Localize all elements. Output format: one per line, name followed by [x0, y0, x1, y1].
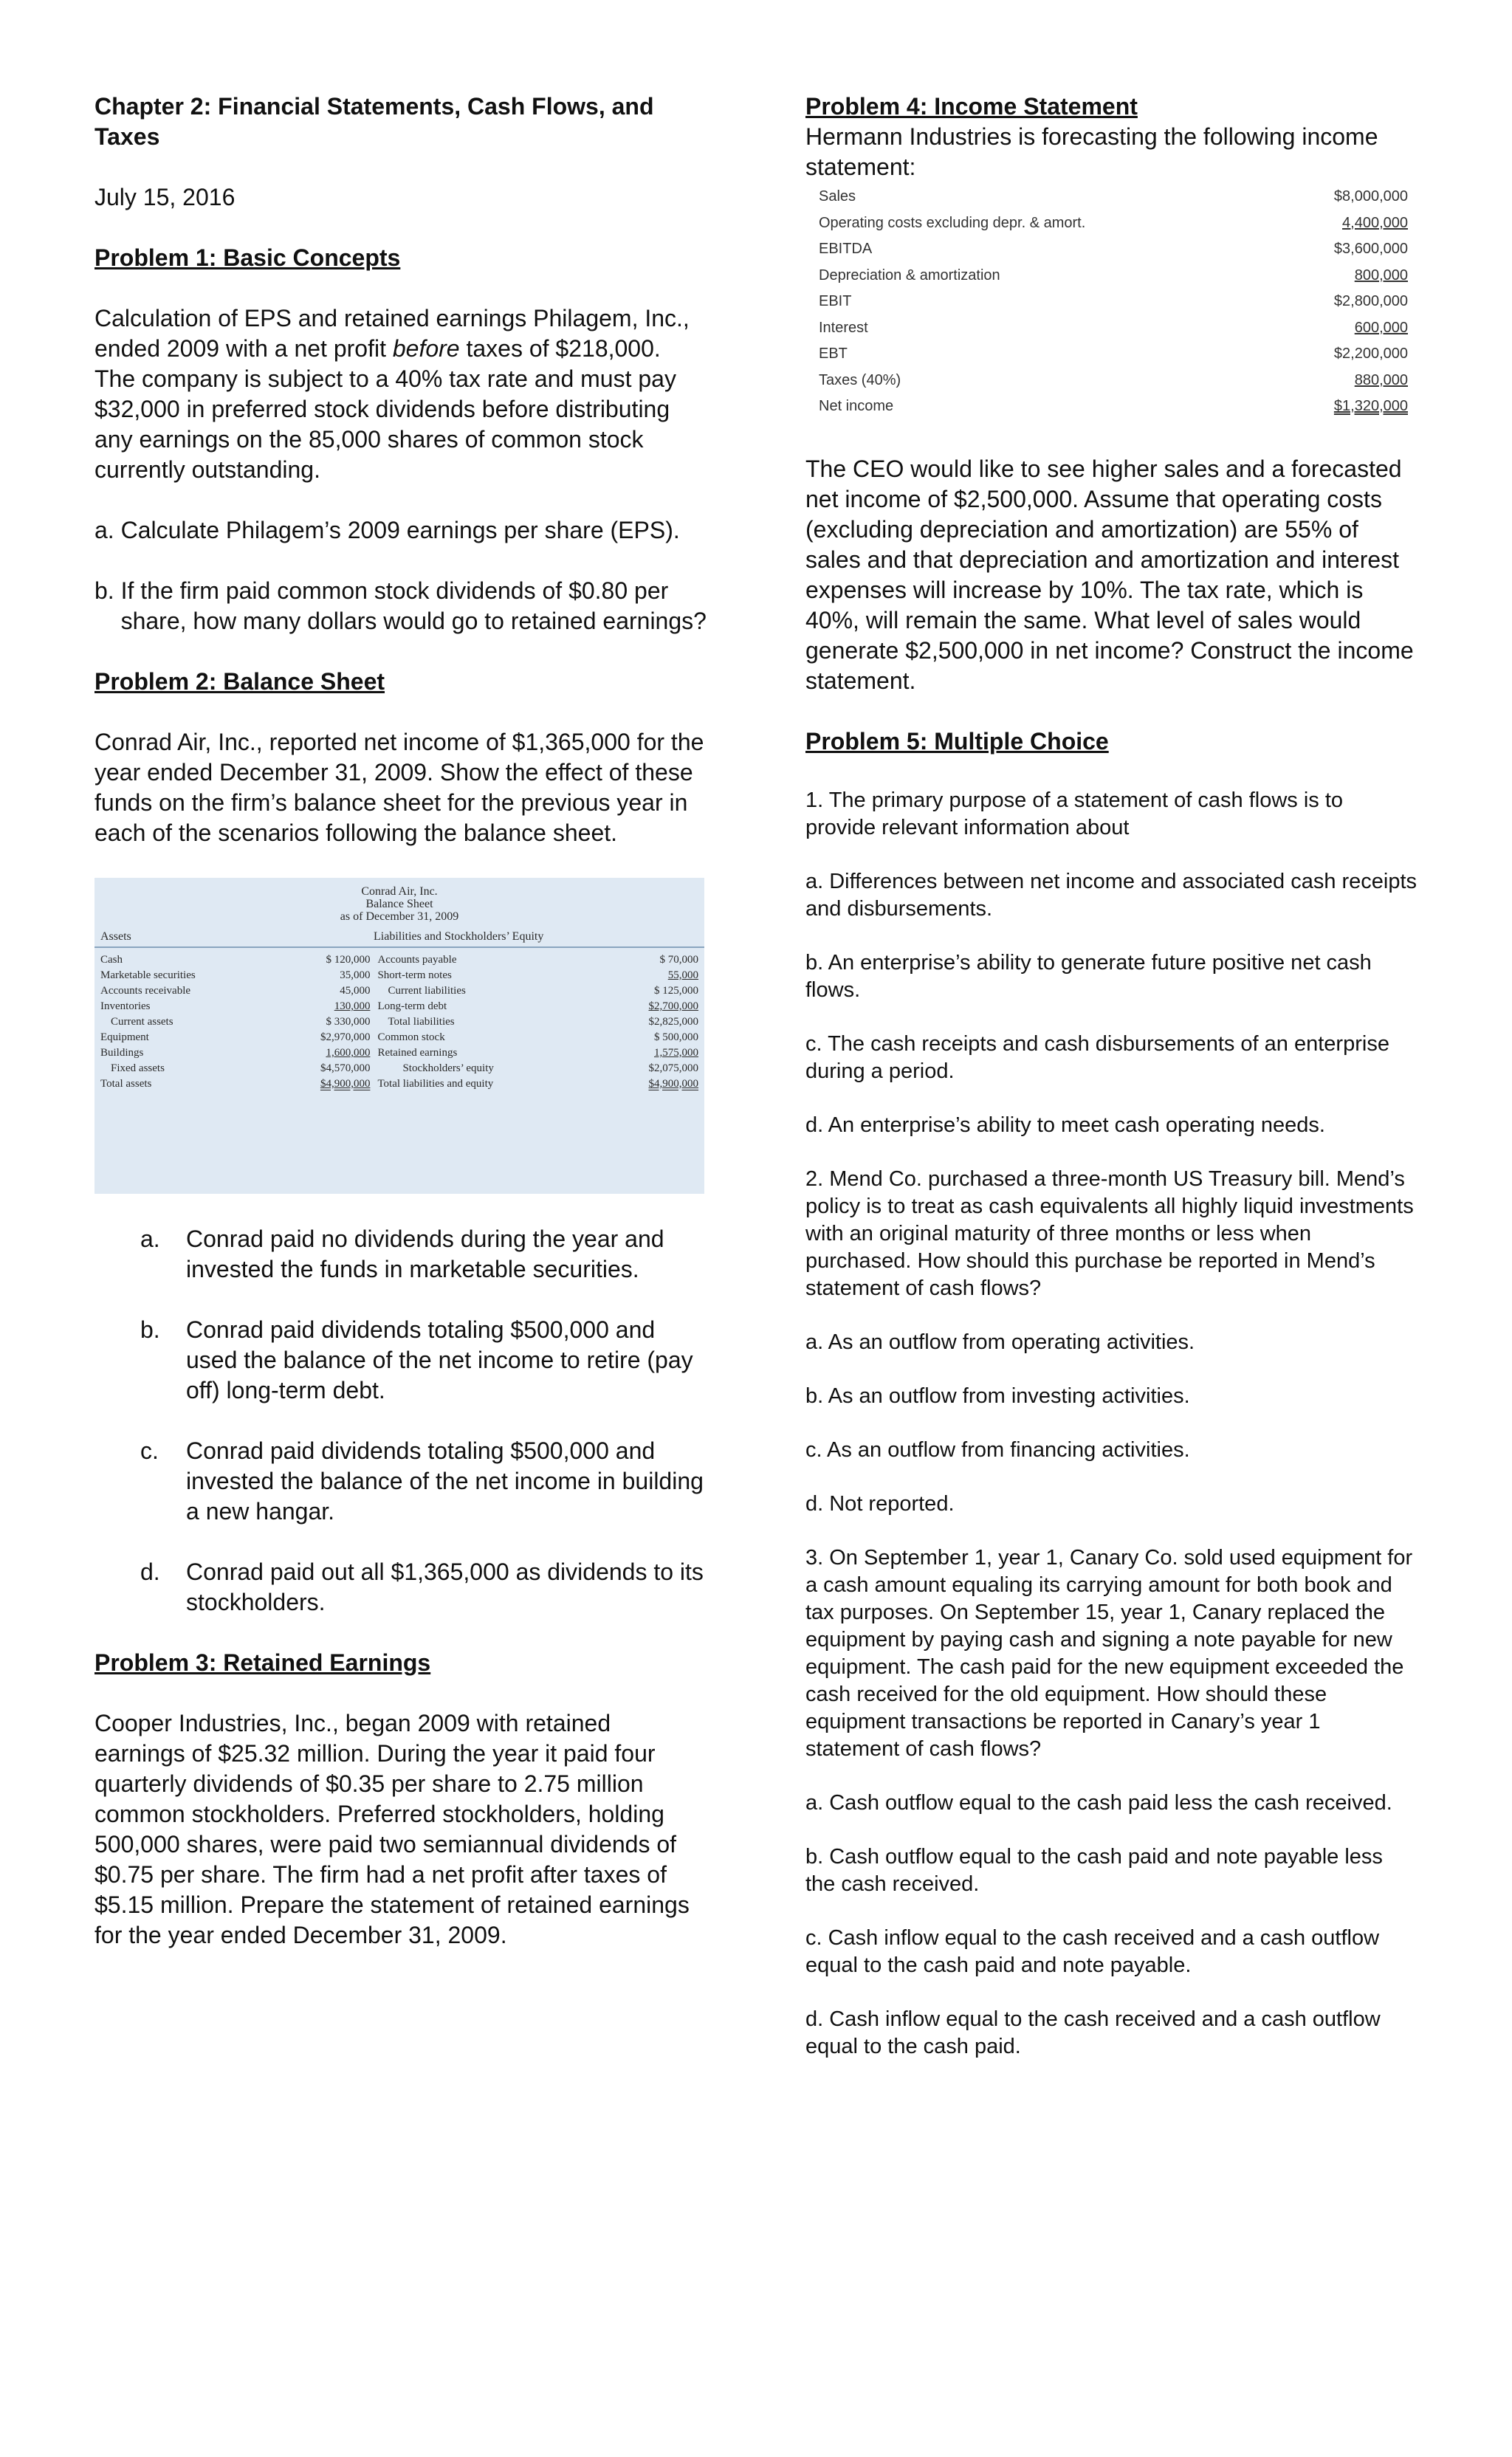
- balance-sheet-date: as of December 31, 2009: [340, 910, 459, 923]
- part-b-text: If the firm paid common stock dividends of $0.80 per share, how many dollars would go to retained earnings?: [120, 577, 707, 634]
- balance-sheet-row: [100, 999, 370, 1014]
- income-statement-label: EBITDA: [819, 241, 873, 257]
- scenario-item: [140, 1224, 707, 1285]
- balance-sheet-row: [377, 952, 698, 968]
- balance-sheet-figure: [94, 878, 704, 1194]
- problem-1-intro: [94, 303, 707, 485]
- answer-option: a. Cash outflow equal to the cash paid less the cash received.: [805, 1790, 1392, 1815]
- balance-sheet-divider: [94, 946, 704, 948]
- chapter-title: Chapter 2: Financial Statements, Cash Flows, and Taxes: [94, 93, 654, 150]
- answer-option: c. As an outflow from financing activities.: [805, 1437, 1190, 1462]
- answer-option: d. Not reported.: [805, 1491, 955, 1516]
- answer-option: a. As an outflow from operating activities.: [805, 1330, 1195, 1354]
- income-statement-row: [805, 315, 1418, 342]
- income-statement-value: $2,800,000: [1333, 293, 1408, 309]
- income-statement-value: 600,000: [1354, 319, 1408, 336]
- problem-2-heading: Problem 2: Balance Sheet: [94, 668, 385, 695]
- balance-sheet-row-value: 45,000: [340, 985, 371, 997]
- income-statement-value: 880,000: [1354, 371, 1408, 388]
- balance-sheet-row-value: $ 70,000: [659, 954, 698, 966]
- income-statement-value: $1,320,000: [1333, 398, 1408, 414]
- question-1: 1. The primary purpose of a statement of cash flows is to provide relevant information about: [805, 788, 1344, 839]
- balance-sheet-row-label: Current assets: [111, 1016, 173, 1028]
- balance-sheet-row: [100, 1014, 370, 1030]
- balance-sheet-row: [377, 1030, 698, 1045]
- balance-sheet-row-label: Cash: [100, 954, 123, 966]
- balance-sheet-row: [377, 1045, 698, 1061]
- balance-sheet-row-label: Marketable securities: [100, 969, 196, 981]
- balance-sheet-row-value: $2,970,000: [320, 1031, 371, 1043]
- balance-sheet-row: [100, 1045, 370, 1061]
- income-statement-label: EBT: [819, 346, 848, 362]
- balance-sheet-row: [377, 983, 698, 999]
- balance-sheet-row-label: Current liabilities: [388, 985, 466, 997]
- income-statement-row: [805, 184, 1418, 210]
- liabilities-list: [377, 952, 698, 1092]
- balance-sheet-row-value: $4,900,000: [648, 1078, 698, 1090]
- balance-sheet-row-value: $ 125,000: [654, 985, 698, 997]
- problem-1-intro-part-1: Calculation of EPS and retained earnings Philagem, Inc., ended 2009 with a net profit: [94, 305, 690, 362]
- part-a-text: Calculate Philagem’s 2009 earnings per share (EPS).: [120, 517, 680, 543]
- answer-option: b. Cash outflow equal to the cash paid and note payable less the cash received.: [805, 1844, 1383, 1896]
- balance-sheet-row-label: Inventories: [100, 1000, 151, 1012]
- income-statement-value: 4,400,000: [1342, 214, 1408, 231]
- income-statement-row: [805, 236, 1418, 263]
- scenario-text: Conrad paid dividends totaling $500,000 and invested the balance of the net income in building a new hangar.: [186, 1437, 704, 1525]
- income-statement-row: [805, 368, 1418, 394]
- balance-sheet-row-value: $ 330,000: [326, 1016, 371, 1028]
- balance-sheet-row: [100, 1076, 370, 1092]
- balance-sheet-row: [100, 968, 370, 983]
- balance-sheet-row-value: 1,600,000: [326, 1047, 371, 1059]
- balance-sheet-row-value: 1,575,000: [654, 1047, 698, 1059]
- income-statement-label: Interest: [819, 319, 868, 336]
- left-column: [94, 92, 707, 1951]
- problem-1-part-b: [94, 576, 707, 636]
- balance-sheet-row-value: $4,570,000: [320, 1062, 371, 1074]
- scenario-item: [140, 1557, 707, 1618]
- question-3-options: [805, 1763, 1418, 2087]
- problem-4-intro: Hermann Industries is forecasting the following income statement:: [805, 123, 1378, 180]
- income-statement-value: $8,000,000: [1333, 188, 1408, 205]
- assets-list: [100, 952, 370, 1092]
- scenario-text: Conrad paid dividends totaling $500,000 and used the balance of the net income to retire (pay off) long-term debt.: [186, 1316, 693, 1403]
- income-statement-label: Sales: [819, 188, 856, 205]
- answer-option: d. An enterprise’s ability to meet cash operating needs.: [805, 1113, 1325, 1137]
- part-a-label: a.: [94, 517, 114, 543]
- answer-option: c. Cash inflow equal to the cash received and a cash outflow equal to the cash paid and note payable.: [805, 1925, 1380, 1977]
- balance-sheet-row-label: Common stock: [377, 1031, 445, 1043]
- scenario-label: a.: [140, 1226, 160, 1252]
- document-date: July 15, 2016: [94, 184, 236, 210]
- balance-sheet-row-value: 130,000: [334, 1000, 371, 1012]
- income-statement-value: $2,200,000: [1333, 346, 1408, 362]
- balance-sheet-row-label: Buildings: [100, 1047, 144, 1059]
- problem-3-text: Cooper Industries, Inc., began 2009 with retained earnings of $25.32 million. During the year it paid four quarterly dividends of $0.35 per share to 2.75 million common stockholders. Preferred stockholders, holding 500,000 shares, were paid two semiannual dividends of $0.75 per share. The firm had a net profit after taxes of $5.15 million. Prepare the statement of retained earnings for the year ended December 31, 2009.: [94, 1710, 690, 1948]
- scenario-label: d.: [140, 1559, 160, 1585]
- income-statement-row: [805, 341, 1418, 368]
- question-2-options: [805, 1302, 1418, 1544]
- balance-sheet-title: Balance Sheet: [365, 898, 433, 910]
- problem-1-intro-part-2: taxes of $218,000. The company is subject to a 40% tax rate and must pay $32,000 in preferred stock dividends before distributing any earnings on the 85,000 shares of common stock currently outstanding.: [94, 335, 676, 483]
- question-3: 3. On September 1, year 1, Canary Co. sold used equipment for a cash amount equaling its carrying amount for both book and tax purposes. On September 15, year 1, Canary replaced the equipment by paying cash and signing a note payable for new equipment. The cash paid for the new equipment exceeded the cash received for the old equipment. How should these equipment transactions be reported in Canary’s year 1 statement of cash flows?: [805, 1545, 1413, 1761]
- income-statement-value: 800,000: [1354, 267, 1408, 284]
- balance-sheet-row: [100, 1061, 370, 1076]
- balance-sheet-row-value: $2,825,000: [648, 1016, 698, 1028]
- problem-1-part-a: [94, 515, 707, 546]
- answer-option: d. Cash inflow equal to the cash received and a cash outflow equal to the cash paid.: [805, 2007, 1381, 2058]
- income-statement-row: [805, 394, 1418, 420]
- balance-sheet-row-value: $ 500,000: [654, 1031, 698, 1043]
- balance-sheet-row-label: Long-term debt: [377, 1000, 447, 1012]
- scenario-label: b.: [140, 1316, 160, 1343]
- problem-2-intro: Conrad Air, Inc., reported net income of $1,365,000 for the year ended December 31, 2009. Show the effect of these funds on the firm’s balance sheet for the previous year in each of the scenarios following the balance sheet.: [94, 729, 704, 846]
- balance-sheet-row-value: $ 120,000: [326, 954, 371, 966]
- problem-4-text: The CEO would like to see higher sales and a forecasted net income of $2,500,000. Assume that operating costs (excluding depreciation and amortization) are 55% of sales and that depreciation and amortization and interest expenses will increase by 10%. The tax rate, which is 40%, will remain the same. What level of sales would generate $2,500,000 in net income? Construct the income statement.: [805, 455, 1414, 694]
- balance-sheet-row-label: Total liabilities: [388, 1016, 455, 1028]
- balance-sheet-row: [377, 1014, 698, 1030]
- balance-sheet-row-value: $2,700,000: [648, 1000, 698, 1012]
- balance-sheet-row-value: $2,075,000: [648, 1062, 698, 1074]
- balance-sheet-row: [377, 1061, 698, 1076]
- answer-option: a. Differences between net income and associated cash receipts and disbursements.: [805, 869, 1418, 921]
- income-statement-label: Operating costs excluding depr. & amort.: [819, 214, 1086, 231]
- balance-sheet-column-headers: [94, 930, 704, 944]
- scenario-item: [140, 1436, 707, 1527]
- right-column: [805, 92, 1418, 2087]
- liabilities-header: Liabilities and Stockholders’ Equity: [374, 930, 544, 943]
- balance-sheet-row-label: Total assets: [100, 1078, 152, 1090]
- problem-2-scenarios: [94, 1224, 707, 1648]
- income-statement-row: [805, 263, 1418, 289]
- income-statement-label: Taxes (40%): [819, 371, 901, 388]
- problem-5-heading: Problem 5: Multiple Choice: [805, 727, 1109, 755]
- problem-1-heading: Problem 1: Basic Concepts: [94, 244, 401, 271]
- balance-sheet-row-label: Equipment: [100, 1031, 149, 1043]
- balance-sheet-row-value: $4,900,000: [320, 1078, 371, 1090]
- scenario-item: [140, 1315, 707, 1406]
- balance-sheet-row-label: Stockholders’ equity: [402, 1062, 494, 1074]
- balance-sheet-row-label: Total liabilities and equity: [377, 1078, 494, 1090]
- scenario-text: Conrad paid out all $1,365,000 as dividends to its stockholders.: [186, 1559, 704, 1615]
- balance-sheet-row-value: 55,000: [667, 969, 698, 981]
- scenario-label: c.: [140, 1437, 159, 1464]
- balance-sheet-row-label: Accounts payable: [377, 954, 457, 966]
- problem-1-intro-italic: before: [392, 335, 460, 362]
- balance-sheet-row-label: Fixed assets: [111, 1062, 165, 1074]
- income-statement-row: [805, 289, 1418, 315]
- balance-sheet-row-label: Accounts receivable: [100, 985, 191, 997]
- balance-sheet-row-label: Short-term notes: [377, 969, 452, 981]
- part-b-label: b.: [94, 577, 114, 604]
- balance-sheet-row-value: 35,000: [340, 969, 371, 981]
- balance-sheet-company: Conrad Air, Inc.: [361, 885, 438, 898]
- balance-sheet-row: [377, 999, 698, 1014]
- balance-sheet-body: [94, 952, 704, 1092]
- problem-4-heading: Problem 4: Income Statement: [805, 93, 1138, 120]
- income-statement-label: EBIT: [819, 293, 852, 309]
- balance-sheet-row: [377, 1076, 698, 1092]
- question-2: 2. Mend Co. purchased a three-month US Treasury bill. Mend’s policy is to treat as cash equivalents all highly liquid investments with an original maturity of three months or less when purchased. How should this purchase be reported in Mend’s statement of cash flows?: [805, 1166, 1414, 1300]
- answer-option: c. The cash receipts and cash disbursements of an enterprise during a period.: [805, 1031, 1389, 1083]
- problem-3-heading: Problem 3: Retained Earnings: [94, 1649, 431, 1676]
- assets-header: Assets: [100, 930, 131, 943]
- question-1-options: [805, 842, 1418, 1166]
- income-statement-label: Depreciation & amortization: [819, 267, 1000, 284]
- scenario-text: Conrad paid no dividends during the year and invested the funds in marketable securities.: [186, 1226, 664, 1282]
- balance-sheet-row: [100, 952, 370, 968]
- balance-sheet-row: [100, 983, 370, 999]
- income-statement-value: $3,600,000: [1333, 241, 1408, 257]
- balance-sheet-row: [377, 968, 698, 983]
- income-statement-row: [805, 210, 1418, 237]
- balance-sheet-row-label: Retained earnings: [377, 1047, 458, 1059]
- answer-option: b. As an outflow from investing activities.: [805, 1384, 1190, 1408]
- balance-sheet-row: [100, 1030, 370, 1045]
- income-statement-label: Net income: [819, 398, 894, 414]
- answer-option: b. An enterprise’s ability to generate future positive net cash flows.: [805, 950, 1372, 1002]
- income-statement-figure: [805, 184, 1418, 420]
